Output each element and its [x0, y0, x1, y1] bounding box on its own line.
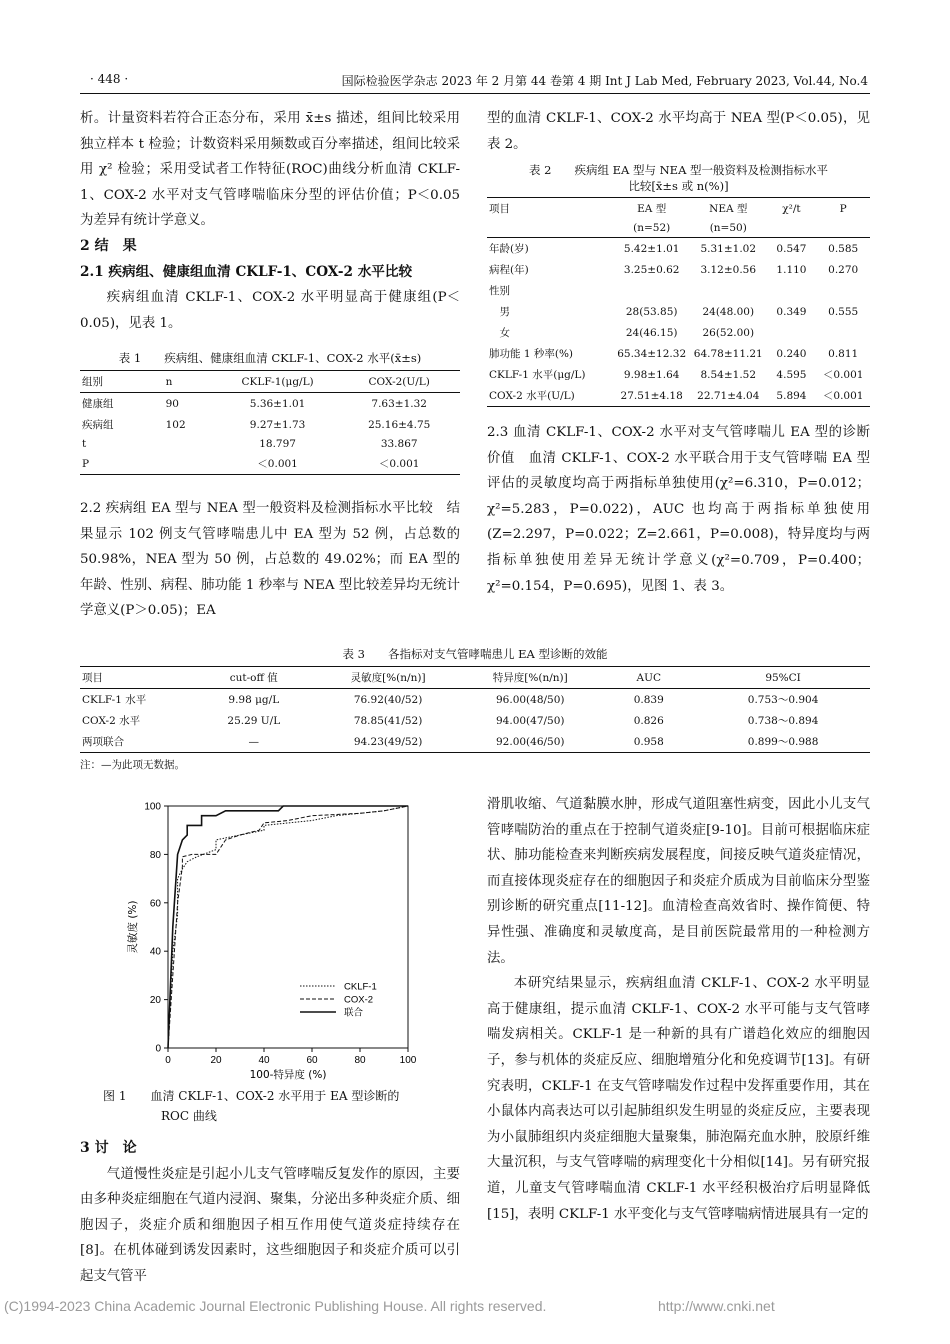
section-results-heading: 2 结 果 — [80, 237, 137, 254]
legend-label: COX-2 — [344, 994, 374, 1006]
table-cell: 0.270 — [828, 263, 859, 276]
results-2-2-continued: 型的血清 CKLF-1、COX-2 水平均高于 NEA 型(P＜0.05)，见表 2。 — [487, 111, 870, 152]
table-cell: COX-2 水平(U/L) — [489, 390, 575, 402]
table-cell: 92.00(46/50) — [496, 735, 565, 748]
x-tick-label: 100 — [399, 1055, 417, 1066]
page-number: · 448 · — [90, 72, 129, 86]
table-cell: t — [82, 438, 87, 450]
roc-chart — [100, 792, 430, 1092]
table-cell: ＜0.001 — [822, 390, 864, 402]
table-cell — [164, 453, 217, 475]
x-tick-label: 0 — [165, 1055, 171, 1066]
table-cell: ＜0.001 — [822, 369, 864, 381]
table-cell: 女 — [489, 327, 510, 339]
results-2-3-paragraph: 2.3 血清 CKLF-1、COX-2 水平对支气管哮喘儿 EA 型的诊断价值 血清 CKLF-1、COX-2 水平联合用于支气管哮喘 EA 型评估的灵敏度均高于两指标单独使用(χ²=6.310，P=0.012；χ²=5.283，P=0.022)，AUC 也均高于两指标单独使用(Z=2.297，P=0.022；Z=2.661，P=0.008)，特异度均与两指标单独使用差异无统计学意义(χ²=0.709，P=0.400；χ²=0.154，P=0.695)，见图 1、表 3。 — [487, 425, 870, 594]
roc-curve-3 — [168, 806, 408, 1048]
table-cell — [767, 280, 817, 301]
legend-label: 联合 — [344, 1007, 364, 1019]
table-header-cell: (n=52) — [633, 222, 671, 234]
table-cell: 64.78±11.21 — [693, 347, 763, 360]
table-header-cell: 项目 — [82, 672, 103, 684]
table-header-cell: χ²/t — [782, 202, 801, 215]
table-header-cell: 95%CI — [765, 671, 801, 684]
table-header-cell: (n=50) — [709, 222, 747, 234]
table-cell: — — [248, 735, 260, 748]
table-header-cell — [816, 219, 870, 238]
plot-frame — [168, 806, 408, 1048]
table-header-cell: n — [165, 375, 173, 388]
table-cell: 90 — [165, 397, 179, 410]
table-cell: CKLF-1 水平 — [82, 694, 147, 706]
table-cell: 5.36±1.01 — [249, 397, 306, 410]
y-tick-label: 0 — [155, 1043, 161, 1055]
table-2-grid — [487, 197, 870, 407]
figure-1-caption-line1: 图 1 血清 CKLF-1、COX-2 水平用于 EA 型诊断的 — [103, 1089, 400, 1103]
table-row — [487, 238, 870, 260]
discussion-paragraph-3: 本研究结果显示，疾病组血清 CKLF-1、COX-2 水平明显高于健康组，提示血清 CKLF-1、COX-2 水平可能与支气管哮喘发病相关。CKLF-1 是一种新的具有广谱趋化效应的细胞因子，参与机体的炎症反应、细胞增殖分化和免疫调节[13]。有研究表明，CKLF-1 在支气管哮喘发作过程中发挥重要作用，其在小鼠体内高表达可以引起肺组织发生明显的炎症反应，主要表现为小鼠肺组织内炎症细胞大量聚集，肺泡隔充血水肿，胶原纤维大量沉积，与支气管哮喘的病理变化十分相似[14]。另有研究报道，儿童支气管哮喘血清 CKLF-1 水平经积极治疗后明显降低[15]，表明 CKLF-1 水平变化与支气管哮喘病情进展具有一定的 — [487, 976, 870, 1222]
table-header-cell: AUC — [636, 671, 661, 684]
section-2-1-heading: 2.1 疾病组、健康组血清 CKLF-1、COX-2 水平比较 — [80, 263, 413, 280]
x-tick-label: 40 — [258, 1055, 270, 1066]
x-tick-label: 80 — [354, 1055, 366, 1066]
figure-1-caption — [103, 1086, 463, 1126]
table-cell: CKLF-1 水平(μg/L) — [489, 369, 586, 381]
table-row — [80, 414, 460, 435]
table-cell: 0.958 — [633, 735, 664, 748]
methods-paragraph: 析。计量资料若符合正态分布，采用 x̄±s 描述，组间比较采用独立样本 t 检验；计数资料采用频数或百分率描述，组间比较采用 χ² 检验；采用受试者工作特征(ROC)曲线分析血清 CKLF-1、COX-2 水平对支气管哮喘临床分型的评估价值；P＜0.05 为差异有统计学意义。 — [80, 111, 460, 229]
y-tick-label: 100 — [144, 801, 161, 813]
table-header-cell: 项目 — [489, 203, 510, 215]
table-cell: 0.899～0.988 — [747, 736, 819, 748]
table-cell: ＜0.001 — [257, 458, 298, 470]
results-2-2-paragraph: 2.2 疾病组 EA 型与 NEA 型一般资料及检测指标水平比较 结果显示 102 例支气管哮喘患儿中 EA 型为 52 例，占总数的 50.98%，NEA 型为 50 例，占总数的 49.02%；而 EA 型的年龄、性别、病程、肺功能 1 秒率与 NEA 型比较差异均无统计学意义(P＞0.05)；EA — [80, 501, 460, 619]
table-row — [487, 301, 870, 322]
table-header-cell: NEA 型 — [709, 203, 748, 215]
cnki-link[interactable]: http://www.cnki.net — [658, 1298, 775, 1314]
table-cell: 0.240 — [776, 347, 807, 360]
roc-curve-1 — [168, 806, 408, 1048]
table-cell: 18.797 — [259, 438, 296, 450]
y-tick-label: 80 — [149, 849, 161, 861]
table-row — [80, 453, 460, 475]
copyright-footer: (C)1994-2023 China Academic Journal Electronic Publishing House. All rights reserved. — [4, 1298, 547, 1314]
figure-1 — [100, 792, 430, 1092]
y-axis-label: 灵敏度 (%) — [127, 900, 139, 954]
table-1-grid — [80, 370, 460, 475]
table-cell: ＜0.001 — [378, 458, 420, 470]
journal-header: 国际检验医学杂志 2023 年 2 月第 44 卷第 4 期 Int J Lab Med, February 2023, Vol.44, No.4 — [341, 74, 868, 88]
section-discussion-heading: 3 讨 论 — [80, 1140, 137, 1156]
table-2-caption-line2: 比较[x̄±s 或 n(%)] — [628, 179, 729, 193]
table-cell: 性别 — [489, 285, 510, 297]
table-cell: 5.894 — [776, 389, 807, 402]
table-row — [80, 393, 460, 415]
table-cell — [767, 322, 817, 343]
table-3 — [80, 646, 870, 772]
table-cell: 26(52.00) — [702, 326, 755, 339]
table-cell: 7.63±1.32 — [371, 397, 427, 410]
table-cell — [613, 280, 690, 301]
x-axis-label: 100-特异度 (%) — [249, 1069, 327, 1081]
discussion-paragraph-1: 气道慢性炎症是引起小儿支气管哮喘反复发作的原因，主要由多种炎症细胞在气道内浸润、聚集，分泌出多种炎症介质、细胞因子，炎症介质和细胞因子相互作用使气道炎症持续存在[8]。在机体碰到诱发因素时，这些细胞因子和炎症介质可以引起支气管平 — [80, 1166, 460, 1284]
table-cell — [816, 280, 870, 301]
right-column-lower — [487, 420, 870, 599]
table-cell: 78.85(41/52) — [353, 714, 423, 727]
table-cell: 病程(年) — [489, 264, 529, 276]
table-cell: 3.12±0.56 — [700, 263, 757, 276]
table-cell: 9.98±1.64 — [623, 368, 680, 381]
table-cell: 4.595 — [776, 368, 807, 381]
table-header-cell: 灵敏度[%(n/n)] — [350, 672, 426, 684]
table-cell: 9.98 μg/L — [228, 693, 280, 706]
legend-label: CKLF-1 — [344, 981, 377, 993]
table-cell: 0.547 — [776, 242, 807, 255]
discussion-left — [80, 1136, 460, 1290]
table-cell: 0.839 — [633, 693, 664, 706]
table-cell: 96.00(48/50) — [496, 693, 565, 706]
table-cell — [816, 322, 870, 343]
table-2 — [487, 162, 870, 407]
table-cell: 肺功能 1 秒率(%) — [489, 348, 574, 360]
table-header-cell: P — [839, 202, 847, 215]
table-1 — [80, 350, 460, 475]
table-cell: 33.867 — [380, 438, 418, 450]
table-cell: 102 — [165, 418, 186, 431]
table-cell: 5.31±1.02 — [700, 242, 757, 255]
left-column-lower — [80, 496, 460, 624]
table-cell — [690, 280, 767, 301]
table-cell: 0.555 — [828, 305, 859, 318]
roc-curve-2 — [168, 806, 408, 1048]
table-header-cell: COX-2(U/L) — [368, 375, 430, 388]
x-tick-label: 20 — [210, 1055, 222, 1066]
table-2-caption: 表 2 疾病组 EA 型与 NEA 型一般资料及检测指标水平 — [528, 163, 829, 177]
table-header-cell: 组别 — [82, 376, 103, 388]
table-row — [487, 259, 870, 280]
table-cell: 76.92(40/52) — [353, 693, 423, 706]
figure-1-caption-line2: ROC 曲线 — [161, 1109, 217, 1123]
table-header-cell — [487, 219, 613, 238]
left-column — [80, 106, 460, 336]
table-cell: 5.42±1.01 — [623, 242, 680, 255]
table-cell: 22.71±4.04 — [697, 389, 760, 402]
table-header-cell: cut-off 值 — [229, 672, 278, 684]
table-cell: 94.23(49/52) — [353, 735, 423, 748]
y-tick-label: 60 — [149, 898, 161, 910]
table-cell: 9.27±1.73 — [249, 418, 306, 431]
table-cell: 3.25±0.62 — [623, 263, 680, 276]
table-1-caption: 表 1 疾病组、健康组血清 CKLF-1、COX-2 水平(x̄±s) — [118, 351, 422, 365]
discussion-right — [487, 792, 870, 1227]
table-cell: 0.826 — [633, 714, 664, 727]
table-cell: 94.00(47/50) — [496, 714, 565, 727]
table-row — [80, 710, 870, 731]
table-3-caption: 表 3 各指标对支气管哮喘患儿 EA 型诊断的效能 — [342, 647, 608, 661]
table-header-cell: CKLF-1(μg/L) — [241, 375, 314, 388]
table-row — [487, 385, 870, 407]
table-cell: 年龄(岁) — [489, 243, 529, 255]
table-cell: 24(48.00) — [702, 305, 755, 318]
table-cell: 25.16±4.75 — [368, 418, 431, 431]
results-2-1-paragraph: 疾病组血清 CKLF-1、COX-2 水平明显高于健康组(P＜0.05)，见表 1。 — [80, 290, 460, 331]
table-row — [80, 731, 870, 753]
table-cell: 0.585 — [828, 242, 859, 255]
table-cell: 0.811 — [828, 347, 859, 360]
table-cell: 健康组 — [82, 398, 114, 410]
table-3-note: 注：—为此项无数据。 — [80, 759, 185, 771]
table-cell: 27.51±4.18 — [620, 389, 683, 402]
table-cell — [164, 435, 217, 453]
table-header-cell — [767, 219, 817, 238]
table-cell: 28(53.85) — [625, 305, 678, 318]
table-header-cell: EA 型 — [637, 203, 667, 215]
table-row — [487, 280, 870, 301]
table-row — [487, 364, 870, 385]
table-cell: 疾病组 — [82, 419, 114, 431]
table-row — [487, 343, 870, 364]
table-cell: 1.110 — [776, 263, 807, 276]
header-rule — [80, 93, 870, 94]
table-cell: 两项联合 — [82, 736, 124, 748]
y-tick-label: 40 — [149, 946, 161, 958]
table-row — [80, 689, 870, 711]
table-cell: 25.29 U/L — [227, 714, 281, 727]
table-cell: 65.34±12.32 — [617, 347, 687, 360]
table-row — [80, 435, 460, 453]
y-tick-label: 20 — [149, 995, 161, 1007]
x-tick-label: 60 — [306, 1055, 318, 1066]
table-header-cell: 特异度[%(n/n)] — [492, 672, 568, 684]
table-cell: 24(46.15) — [625, 326, 678, 339]
discussion-paragraph-2: 滑肌收缩、气道黏膜水肿，形成气道阻塞性病变，因此小儿支气管哮喘防治的重点在于控制气道炎症[9-10]。目前可根据临床症状、肺功能检查来判断疾病发展程度，间接反映气道炎症情况，而直接体现炎症存在的细胞因子和炎症介质成为目前临床分型鉴别诊断的研究重点[11-12]。血清检查高效省时、操作简便、特异性强、准确度和灵敏度高，是目前医院最常用的一种检测方法。 — [487, 797, 870, 966]
table-cell: 8.54±1.52 — [700, 368, 757, 381]
table-3-grid — [80, 666, 870, 753]
table-cell: COX-2 水平 — [82, 715, 141, 727]
table-cell: 0.349 — [776, 305, 807, 318]
table-cell: 0.753～0.904 — [747, 694, 819, 706]
right-column — [487, 106, 870, 157]
table-cell: P — [82, 457, 90, 470]
table-cell: 男 — [489, 306, 510, 318]
table-row — [487, 322, 870, 343]
table-cell: 0.738～0.894 — [747, 715, 819, 727]
